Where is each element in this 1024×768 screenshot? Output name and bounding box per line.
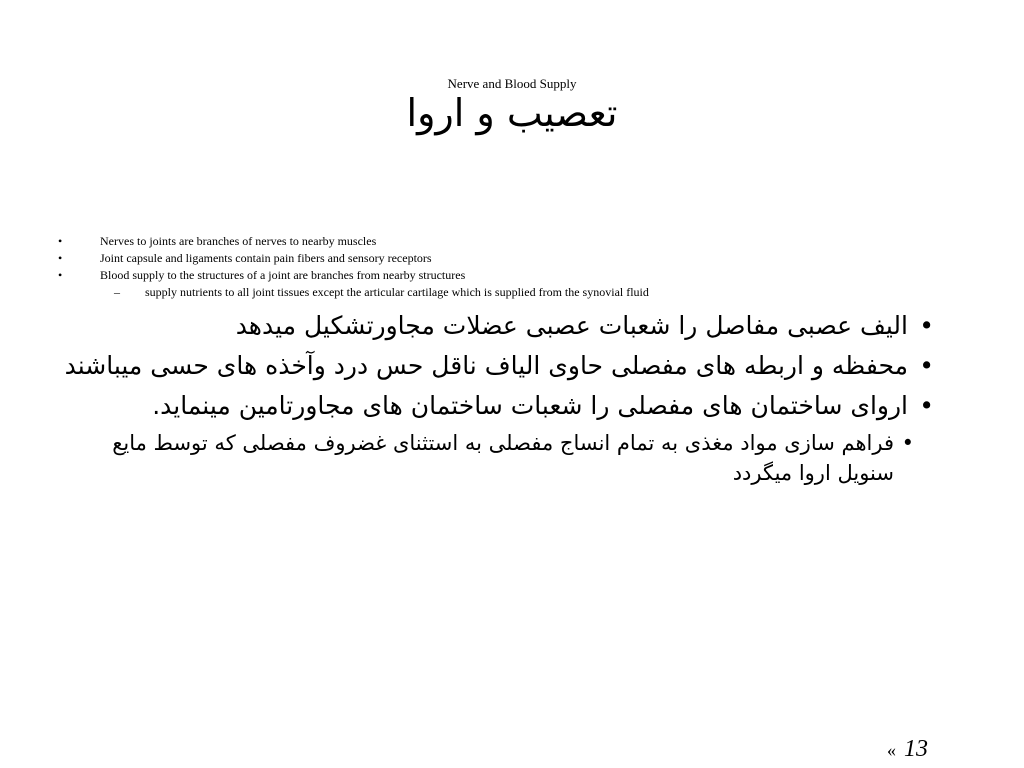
bullet-icon: •	[919, 351, 934, 380]
persian-sub-bullet-text: فراهم سازی مواد مغذی به تمام انساج مفصلی به استثنای غضروف مفصلی که توسط مایع سنویل اروا میگردد	[112, 431, 894, 485]
bullet-icon: •	[919, 311, 934, 340]
slide-title-persian: تعصیب و اروا	[406, 91, 618, 135]
persian-bullet-item	[64, 348, 934, 384]
english-bullet-text: Joint capsule and ligaments contain pain fibers and sensory receptors	[100, 251, 432, 265]
bullet-icon: •	[901, 431, 914, 455]
english-bullet-text: Nerves to joints are branches of nerves to nearby muscles	[100, 234, 377, 248]
dash-icon: –	[114, 285, 120, 299]
persian-sub-bullet-item	[64, 428, 914, 488]
english-bullet-item	[58, 250, 958, 267]
persian-bullet-text: اروای ساختمان های مفصلی را شعبات ساختمان های مجاورتامین مینماید.	[152, 391, 908, 420]
bullet-icon: •	[919, 391, 934, 420]
persian-bullet-text: الیف عصبی مفاصل را شعبات عصبی عضلات مجاورتشکیل میدهد	[235, 311, 908, 340]
bullet-icon: •	[58, 268, 63, 282]
persian-bullet-list	[64, 308, 934, 488]
bullet-icon: •	[58, 251, 63, 265]
english-bullet-text: Blood supply to the structures of a joint are branches from nearby structures	[100, 268, 466, 282]
page-number: 13	[904, 736, 928, 762]
english-bullet-list	[58, 233, 958, 301]
english-bullet-item	[58, 233, 958, 250]
persian-bullet-item	[64, 388, 934, 424]
persian-bullet-item	[64, 308, 934, 344]
english-sub-bullet-text: supply nutrients to all joint tissues except the articular cartilage which is supplied from the synovial fluid	[145, 285, 649, 299]
english-sub-bullet-item	[58, 284, 958, 301]
slide-number	[887, 735, 928, 764]
english-bullet-item	[58, 267, 958, 284]
bullet-icon: •	[58, 234, 63, 248]
slide-title-english: Nerve and Blood Supply	[447, 76, 577, 91]
persian-bullet-text: محفظه و اربطه های مفصلی حاوی الیاف ناقل حس درد وآخذه های حسی میباشند	[64, 351, 908, 380]
page-mark: «	[887, 740, 896, 760]
